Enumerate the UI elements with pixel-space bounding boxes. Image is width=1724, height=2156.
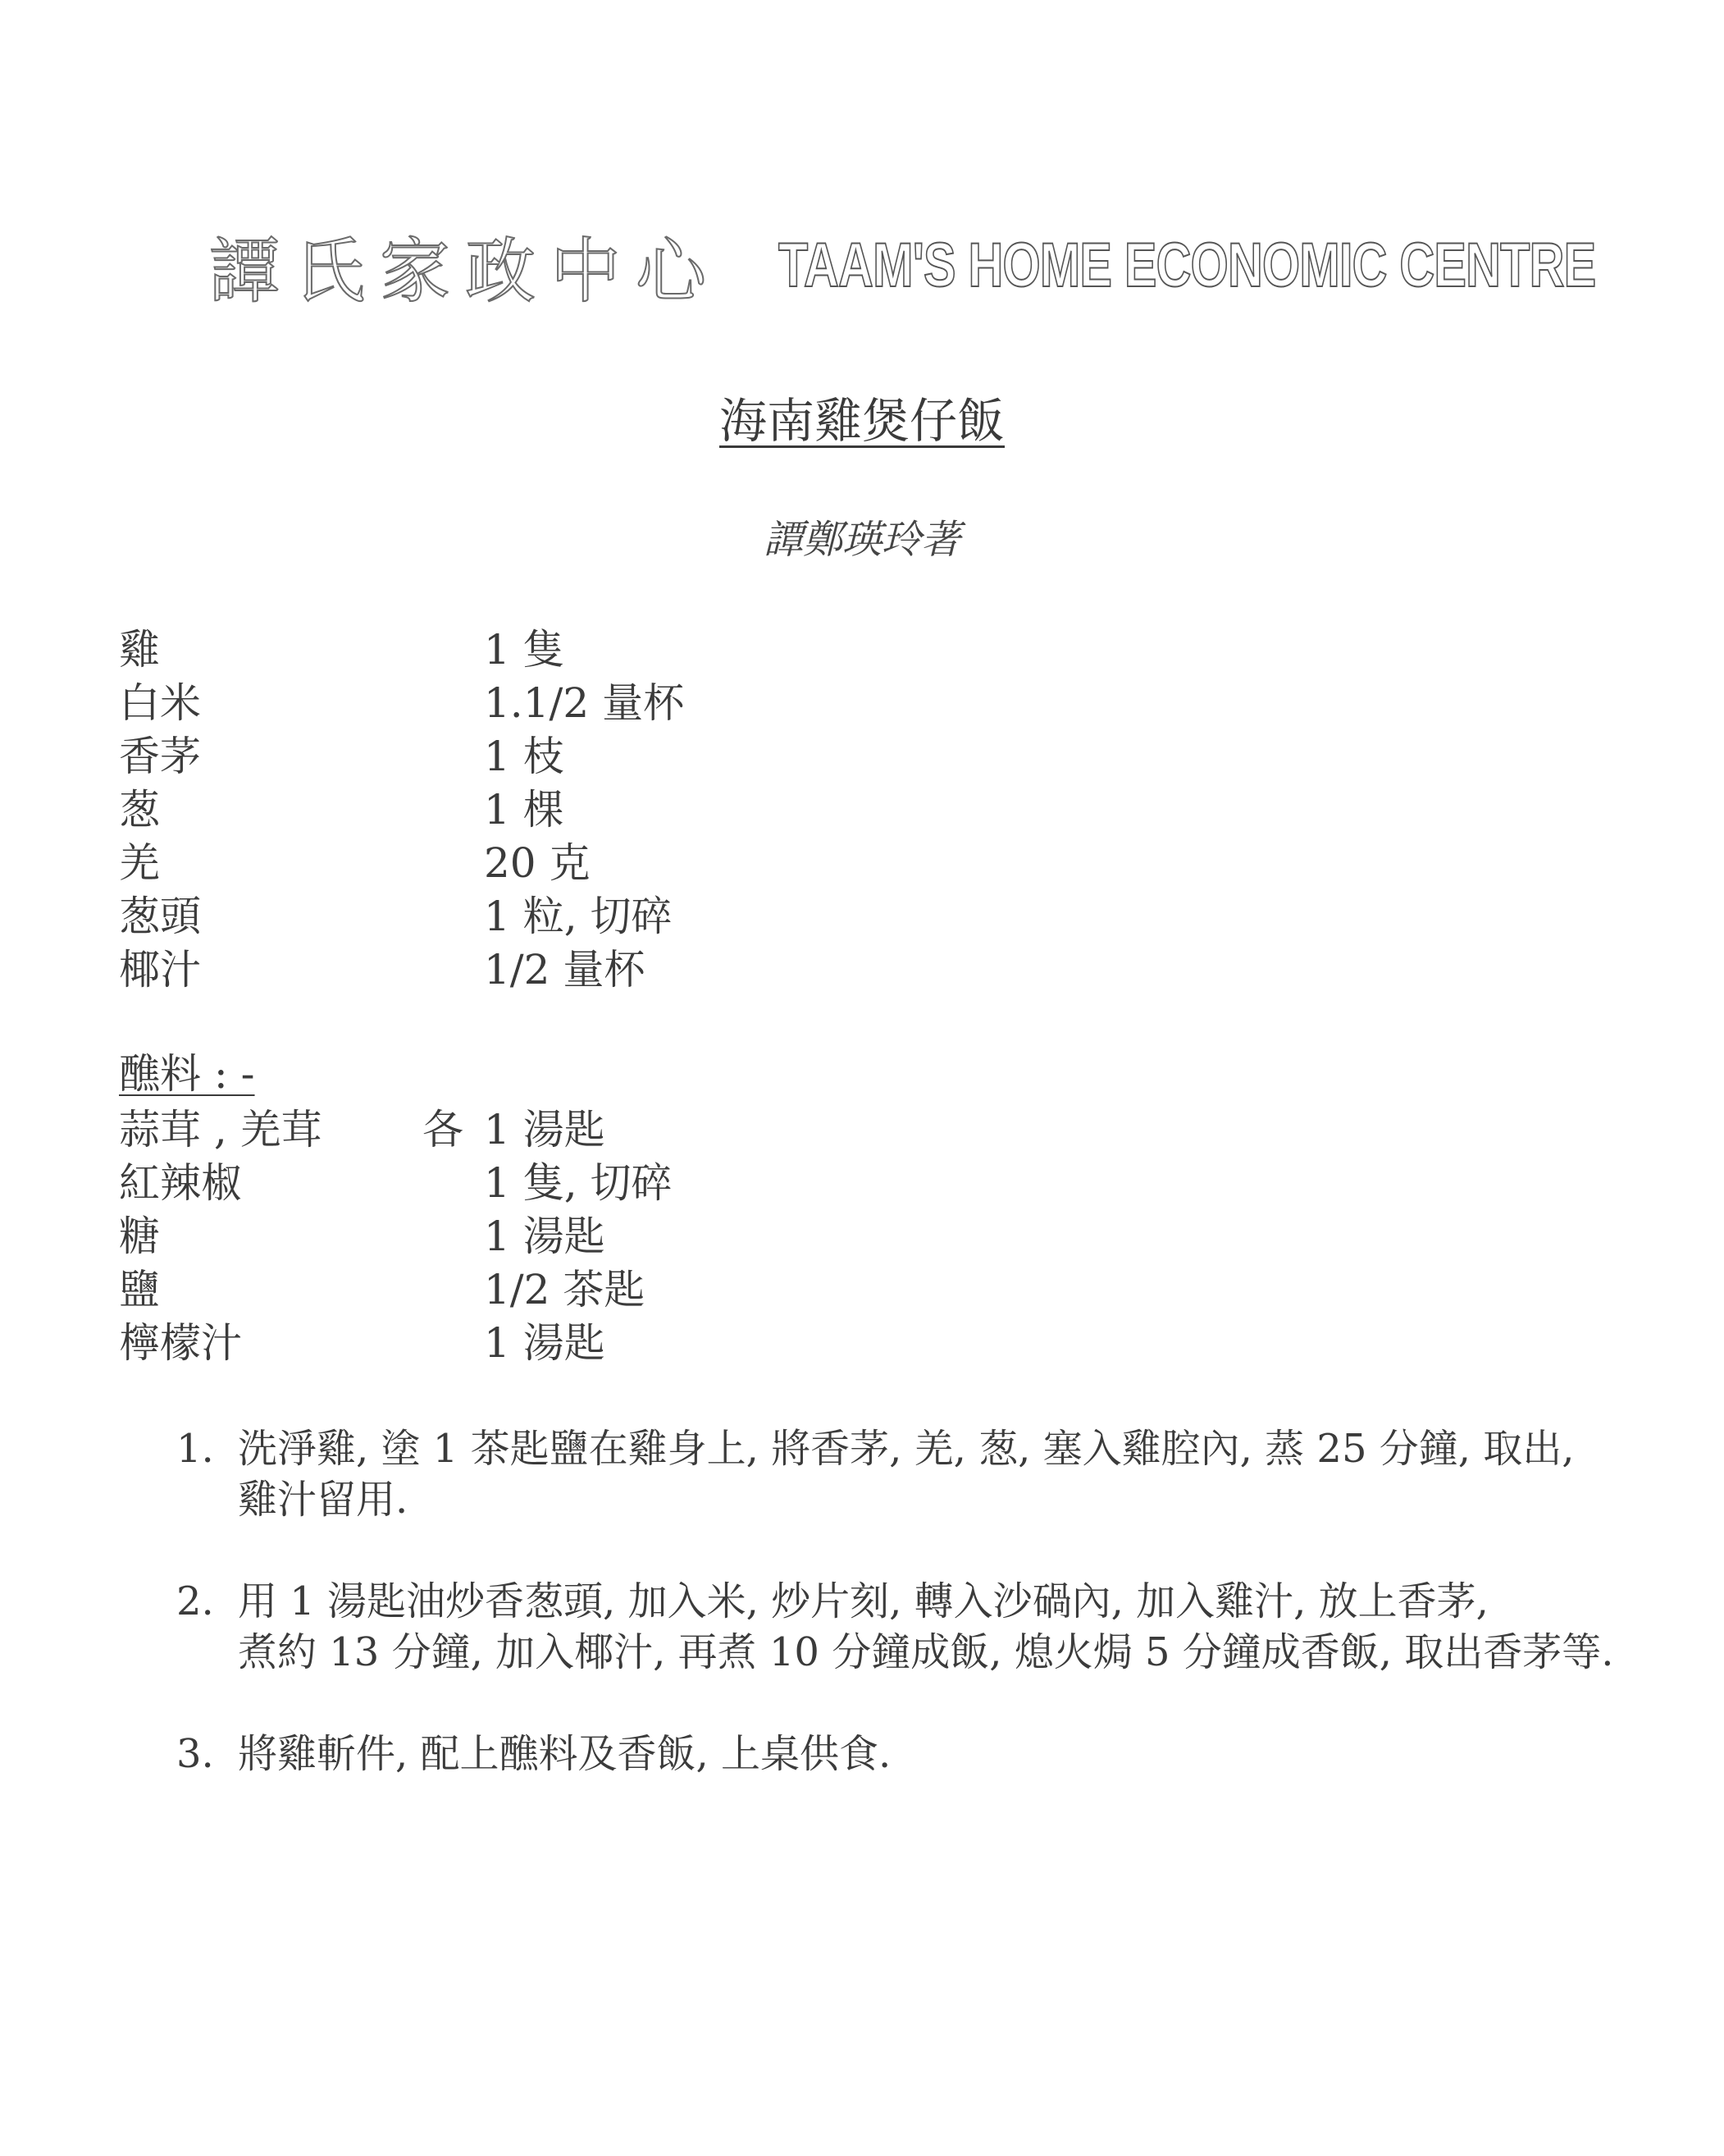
step-text: 將雞斬件, 配上醮料及香飯, 上桌供食. bbox=[238, 1731, 892, 1777]
step-text: 用 1 湯匙油炒香葱頭, 加入米, 炒片刻, 轉入沙碢內, 加入雞汁, 放上香茅, bbox=[238, 1578, 1489, 1624]
method-steps bbox=[176, 1423, 1620, 1830]
ingredient-row bbox=[119, 730, 1021, 783]
ingredient-quantity: 1.1/2 量杯 bbox=[484, 679, 685, 727]
ingredient-quantity: 20 克 bbox=[484, 839, 591, 887]
ingredient-row bbox=[119, 890, 1021, 943]
ingredient-name: 雞 bbox=[119, 626, 160, 674]
dip-row bbox=[119, 1317, 1021, 1370]
step-number: 2. bbox=[176, 1578, 214, 1624]
dip-quantity: 1 隻, 切碎 bbox=[484, 1159, 673, 1207]
ingredient-name: 葱 bbox=[119, 786, 160, 834]
ingredient-name: 葱頭 bbox=[119, 893, 201, 940]
ingredient-quantity: 1 隻 bbox=[484, 626, 564, 674]
ingredient-row bbox=[119, 837, 1021, 890]
dip-name: 鹽 bbox=[119, 1266, 160, 1313]
step-number: 1. bbox=[176, 1426, 214, 1472]
letterhead-chinese-name: 譚氏家政中心 bbox=[209, 231, 721, 313]
dip-list bbox=[119, 1103, 1021, 1370]
ingredient-row bbox=[119, 624, 1021, 677]
dip-quantity: 1 湯匙 bbox=[484, 1106, 605, 1153]
dip-name: 糖 bbox=[119, 1213, 160, 1260]
dip-heading: 醮料 : - bbox=[119, 1050, 255, 1098]
ingredient-list bbox=[119, 624, 1021, 997]
ingredient-name: 香茅 bbox=[119, 733, 201, 780]
ingredient-name: 椰汁 bbox=[119, 946, 201, 993]
step-text: 雞汁留用. bbox=[238, 1477, 408, 1523]
ingredient-quantity: 1 粒, 切碎 bbox=[484, 893, 673, 940]
ingredient-quantity: 1/2 量杯 bbox=[484, 946, 645, 993]
recipe-title: 海南雞煲仔飯 bbox=[718, 393, 1005, 449]
dip-prefix: 各 bbox=[422, 1106, 463, 1153]
letterhead bbox=[209, 220, 1596, 313]
method-step bbox=[176, 1423, 1620, 1525]
recipe-title-wrapper bbox=[0, 392, 1724, 450]
step-text: 洗淨雞, 塗 1 茶匙鹽在雞身上, 將香茅, 羌, 葱, 塞入雞腔內, 蒸 25 分鐘, 取出, bbox=[238, 1426, 1575, 1472]
dip-row bbox=[119, 1263, 1021, 1317]
dip-name: 檸檬汁 bbox=[119, 1319, 242, 1367]
method-step bbox=[176, 1729, 1620, 1779]
ingredient-row bbox=[119, 943, 1021, 997]
step-text: 煮約 13 分鐘, 加入椰汁, 再煮 10 分鐘成飯, 熄火焗 5 分鐘成香飯, 取出香茅等. bbox=[238, 1629, 1614, 1675]
dip-row bbox=[119, 1157, 1021, 1210]
dip-quantity: 1 湯匙 bbox=[484, 1319, 605, 1367]
step-number: 3. bbox=[176, 1731, 214, 1777]
dip-quantity: 1/2 茶匙 bbox=[484, 1266, 645, 1313]
letterhead-english-name: TAAM'S HOME ECONOMIC CENTRE bbox=[778, 230, 1596, 300]
dip-row bbox=[119, 1210, 1021, 1263]
dip-name: 紅辣椒 bbox=[119, 1159, 242, 1207]
method-step bbox=[176, 1576, 1620, 1678]
dip-row bbox=[119, 1103, 1021, 1157]
ingredient-name: 羌 bbox=[119, 839, 160, 887]
recipe-author: 譚鄭瑛玲著 bbox=[763, 517, 960, 563]
dip-quantity: 1 湯匙 bbox=[484, 1213, 605, 1260]
ingredient-name: 白米 bbox=[119, 679, 201, 727]
ingredient-quantity: 1 枝 bbox=[484, 733, 564, 780]
ingredient-row bbox=[119, 677, 1021, 730]
ingredient-quantity: 1 棵 bbox=[484, 786, 564, 834]
ingredient-row bbox=[119, 783, 1021, 837]
dip-name: 蒜茸 , 羌茸 bbox=[119, 1106, 322, 1153]
